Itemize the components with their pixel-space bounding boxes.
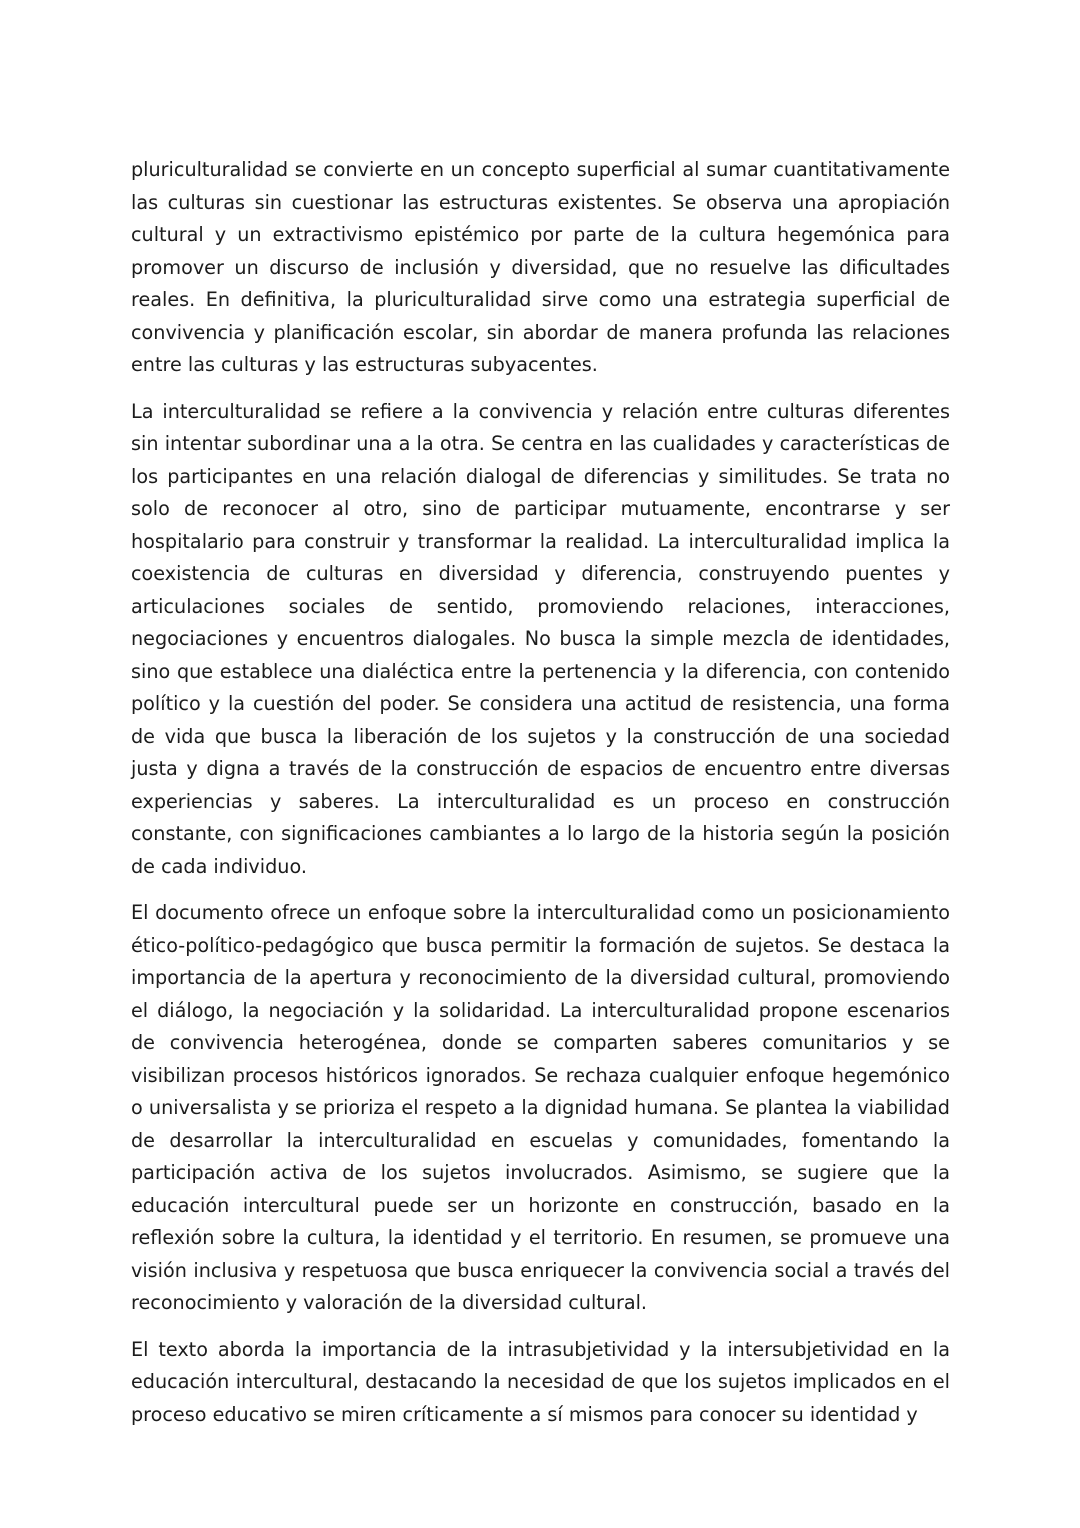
paragraph-pluriculturalidad: pluriculturalidad se convierte en un concepto superficial al sumar cuantitativamente las culturas sin cuestionar las estructuras existentes. Se observa una apropiación cultural y un extractivismo epistémico por parte de la cultura hegemónica para promover un discurso de inclusión y diversidad, que no resuelve las dificultades reales. En definitiva, la pluriculturalidad sirve como una estrategia superficial de convivencia y planificación escolar, sin abordar de manera profunda las relaciones entre las culturas y las estructuras subyacentes.	[131, 158, 950, 376]
document-body	[131, 154, 950, 1431]
paragraph-intrasubjetividad: El texto aborda la importancia de la intrasubjetividad y la intersubjetividad en la educación intercultural, destacando la necesidad de que los sujetos implicados en el proceso educativo se miren críticamente a sí mismos para conocer su identidad y	[131, 1337, 950, 1426]
paragraph-interculturalidad: La interculturalidad se refiere a la convivencia y relación entre culturas diferentes sin intentar subordinar una a la otra. Se centra en las cualidades y características de los participantes en una relación dialogal de diferencias y similitudes. Se trata no solo de reconocer al otro, sino de participar mutuamente, encontrarse y ser hospitalario para construir y transformar la realidad. La interculturalidad implica la coexistencia de culturas en diversidad y diferencia, construyendo puentes y articulaciones sociales de sentido, promoviendo relaciones, interacciones, negociaciones y encuentros dialogales. No busca la simple mezcla de identidades, sino que establece una dialéctica entre la pertenencia y la diferencia, con contenido político y la cuestión del poder. Se considera una actitud de resistencia, una forma de vida que busca la liberación de los sujetos y la construcción de una sociedad justa y digna a través de la construcción de espacios de encuentro entre diversas experiencias y saberes. La interculturalidad es un proceso en construcción constante, con significaciones cambiantes a lo largo de la historia según la posición de cada individuo.	[131, 399, 950, 878]
paragraph-enfoque-documento: El documento ofrece un enfoque sobre la interculturalidad como un posicionamiento ético-político-pedagógico que busca permitir la formación de sujetos. Se destaca la importancia de la apertura y reconocimiento de la diversidad cultural, promoviendo el diálogo, la negociación y la solidaridad. La interculturalidad propone escenarios de convivencia heterogénea, donde se comparten saberes comunitarios y se visibilizan procesos históricos ignorados. Se rechaza cualquier enfoque hegemónico o universalista y se prioriza el respeto a la dignidad humana. Se plantea la viabilidad de desarrollar la interculturalidad en escuelas y comunidades, fomentando la participación activa de los sujetos involucrados. Asimismo, se sugiere que la educación intercultural puede ser un horizonte en construcción, basado en la reflexión sobre la cultura, la identidad y el territorio. En resumen, se promueve una visión inclusiva y respetuosa que busca enriquecer la convivencia social a través del reconocimiento y valoración de la diversidad cultural.	[131, 901, 950, 1314]
